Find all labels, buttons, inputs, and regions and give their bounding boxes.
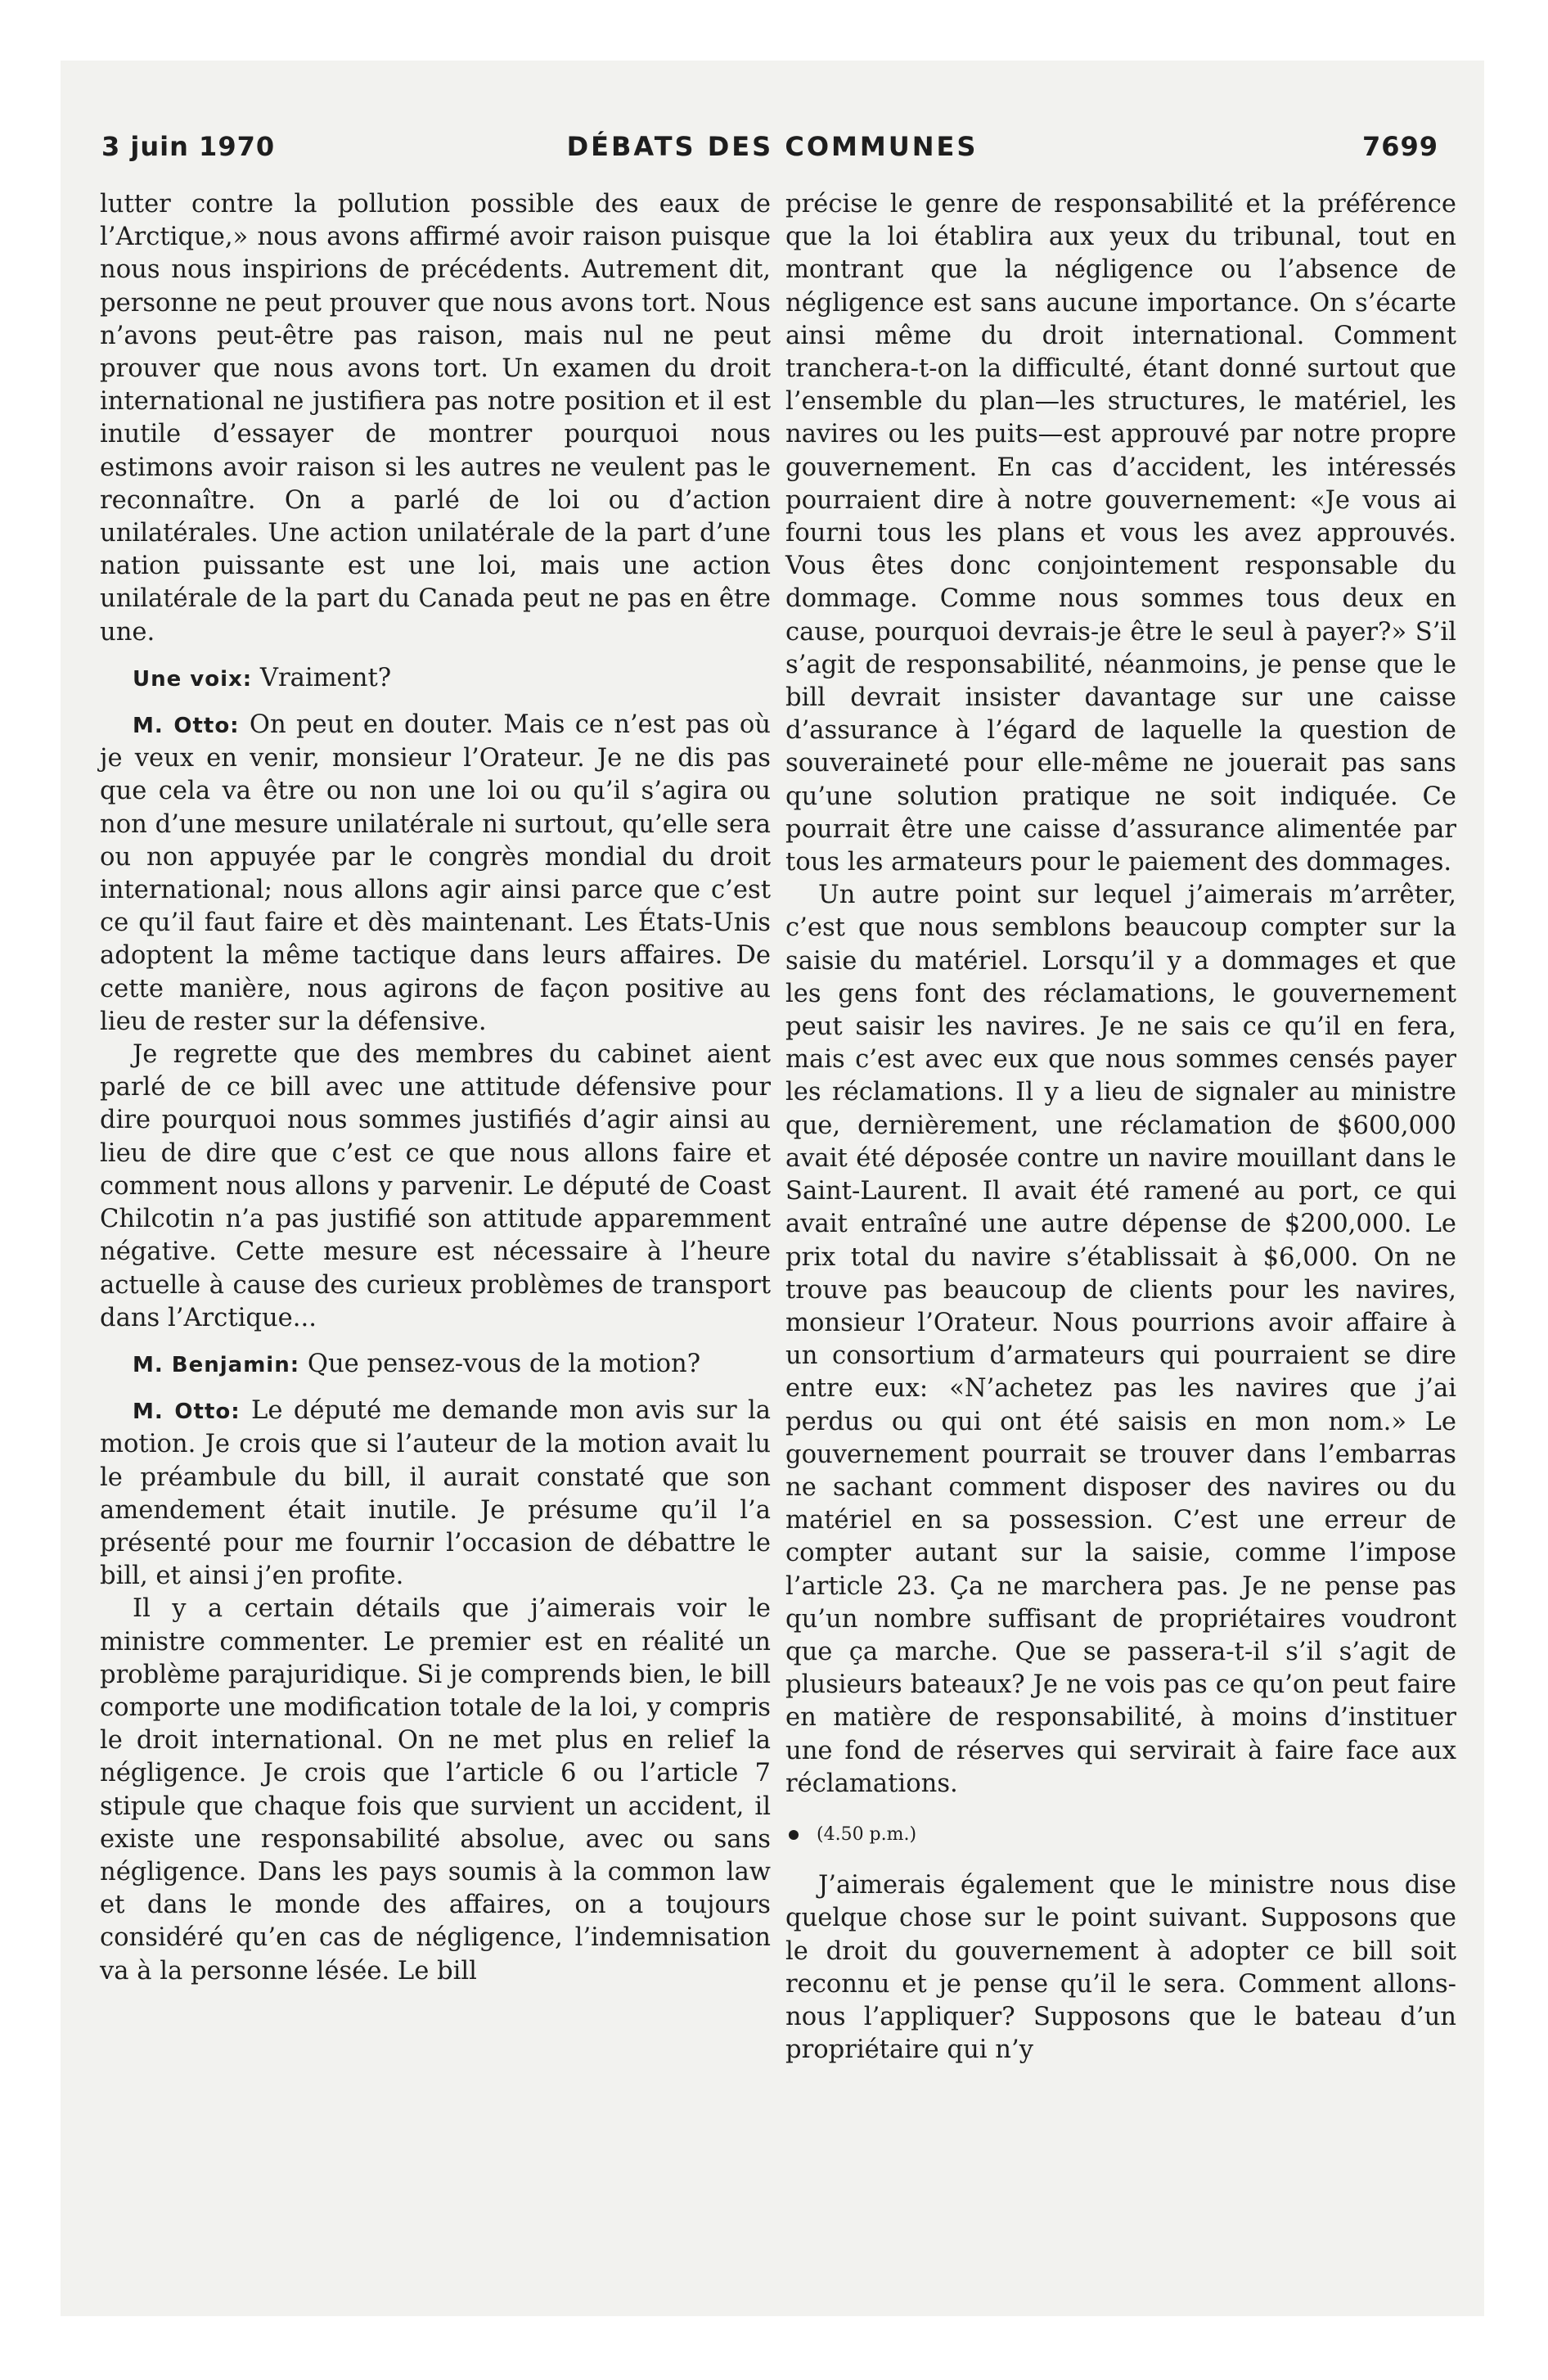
paragraph: lutter contre la pollution possible des eaux de l’Arctique,» nous avons affirmé avoir raison puisque nous nous inspirions de précédents. Autrement dit, personne ne peut prouver que nous avons tort. Nous n’avons peut-être pas raison, mais nul ne peut prouver que nous avons tort. Un examen du droit international ne justifiera pas notre position et il est inutile d’essayer de montrer pourquoi nous estimons avoir raison si les autres ne veulent pas le reconnaître. On a parlé de loi ou d’action unilatérales. Une action unilatérale de la part d’une nation puissante est une loi, mais une action unilatérale de la part du Canada peut ne pas en être une. [100,190,771,647]
paragraph [100,709,771,1039]
bullet-icon [789,1830,799,1840]
speaker-label: M. Benjamin: [133,1352,300,1377]
speech-text: Le député me demande mon avis sur la motion. Je crois que si l’auteur de la motion avait lu le préambule du bill, il aurait constaté que son amendement était inutile. Je présume qu’il l’a présenté pour me fournir l’occasion de débattre le bill, et ainsi j’en profite. [100,1396,771,1591]
paragraph: Je regrette que des membres du cabinet aient parlé de ce bill avec une attitude défensive pour dire pourquoi nous sommes justifiés d’agir ainsi au lieu de dire que c’est ce que nous allons faire et comment nous allons y parvenir. Le député de Coast Chilcotin n’a pas justifié son attitude apparemment négative. Cette mesure est nécessaire à l’heure actuelle à cause des curieux problèmes de transport dans l’Arctique... [100,1040,771,1332]
paragraph [100,1348,771,1382]
header-page-number: 7699 [1361,131,1438,162]
page-header [61,131,1484,180]
header-date: 3 juin 1970 [101,131,276,162]
right-column [785,188,1456,2067]
left-column [100,188,771,1988]
speech-text: Vraiment? [252,663,392,692]
speaker-label: M. Otto: [133,1400,241,1425]
paragraph: Un autre point sur lequel j’aimerais m’arrêter, c’est que nous semblons beaucoup compter sur la saisie du matériel. Lorsqu’il y a dommages et que les gens font des réclamations, le gouvernement peut saisir les navires. Je ne sais ce qu’il en fera, mais c’est avec eux que nous sommes censés payer les réclamations. Il y a lieu de signaler au ministre que, dernièrement, une réclamation de $600,000 avait été déposée contre un navire mouillant dans le Saint-Laurent. Il avait été ramené au port, ce qui avait entraîné une autre dépense de $200,000. Le prix total du navire s’établissait à $6,000. On ne trouve pas beaucoup de clients pour les navires, monsieur l’Orateur. Nous pourrions avoir affaire à un consortium d’armateurs qui pourraient se dire entre eux: «N’achetez pas les navires que j’ai perdus ou qui ont été saisis en mon nom.» Le gouvernement pourrait se trouver dans l’embarras ne sachant comment disposer des navires ou du matériel en sa possession. C’est une erreur de compter autant sur la saisie, comme l’impose l’article 23. Ça ne marchera pas. Je ne pense pas qu’un nombre suffisant de propriétaires voudront que ça marche. Que se passera-t-il s’il s’agit de plusieurs bateaux? Je ne vois pas ce qu’on peut faire en matière de responsabilité, à moins d’instituer une fond de réserves qui servirait à faire face aux réclamations. [785,881,1456,1798]
speaker-label: Une voix: [133,666,253,692]
paragraph: Il y a certain détails que j’aimerais voir le ministre commenter. Le premier est en réalité un problème parajuridique. Si je comprends bien, le bill comporte une modification totale de la loi, y compris le droit international. On ne met plus en relief la négligence. Je crois que l’article 6 ou l’article 7 stipule que chaque fois que survient un accident, il existe une responsabilité absolue, avec ou sans négligence. Dans les pays soumis à la common law et dans le monde des affaires, on a toujours considéré qu’en cas de négligence, l’indemnisation va à la personne lésée. Le bill [100,1594,771,1986]
page-sheet [61,61,1484,2316]
paragraph: précise le genre de responsabilité et la préférence que la loi établira aux yeux du tribunal, tout en montrant que la négligence ou l’absence de négligence est sans aucune importance. On s’écarte ainsi même du droit international. Comment tranchera-t-on la difficulté, étant donné surtout que l’ensemble du plan—les structures, le matériel, les navires ou les puits—est approuvé par notre propre gouvernement. En cas d’accident, les intéressés pourraient dire à notre gouvernement: «Je vous ai fourni tous les plans et vous les avez approuvés. Vous êtes donc conjointement responsable du dommage. Comme nous sommes tous deux en cause, pourquoi devrais-je être le seul à payer?» S’il s’agit de responsabilité, néanmoins, je pense que le bill devrait insister davantage sur une caisse d’assurance à l’égard de laquelle la question de souveraineté pour elle-même ne jouerait pas sans qu’une solution pratique ne soit indiquée. Ce pourrait être une caisse d’assurance alimentée par tous les armateurs pour le paiement des dommages. [785,190,1456,877]
speech-text: On peut en douter. Mais ce n’est pas où je veux en venir, monsieur l’Orateur. Je ne dis pas que cela va être ou non une loi ou qu’il s’agira ou non d’une mesure unilatérale ni surtout, qu’elle sera ou non appuyée par le congrès mondial du droit international; nous allons agir ainsi parce que c’est ce qu’il faut faire et dès maintenant. Les États-Unis adoptent la même tactique dans leurs affaires. De cette manière, nous agirons de façon positive au lieu de rester sur la défensive. [100,710,771,1036]
paragraph [100,1395,771,1593]
paragraph [100,662,771,696]
speaker-label: M. Otto: [133,714,240,739]
time-marker [785,1819,1456,1851]
speech-text: Que pensez-vous de la motion? [299,1349,701,1378]
header-title: DÉBATS DES COMMUNES [566,131,979,162]
paragraph: J’aimerais également que le ministre nous dise quelque chose sur le point suivant. Supposons que le droit du gouvernement à adopter ce bill soit reconnu et je pense qu’il le sera. Comment allons-nous l’appliquer? Supposons que le bateau d’un propriétaire qui n’y [785,1871,1456,2065]
time-marker-text: (4.50 p.m.) [817,1823,917,1845]
